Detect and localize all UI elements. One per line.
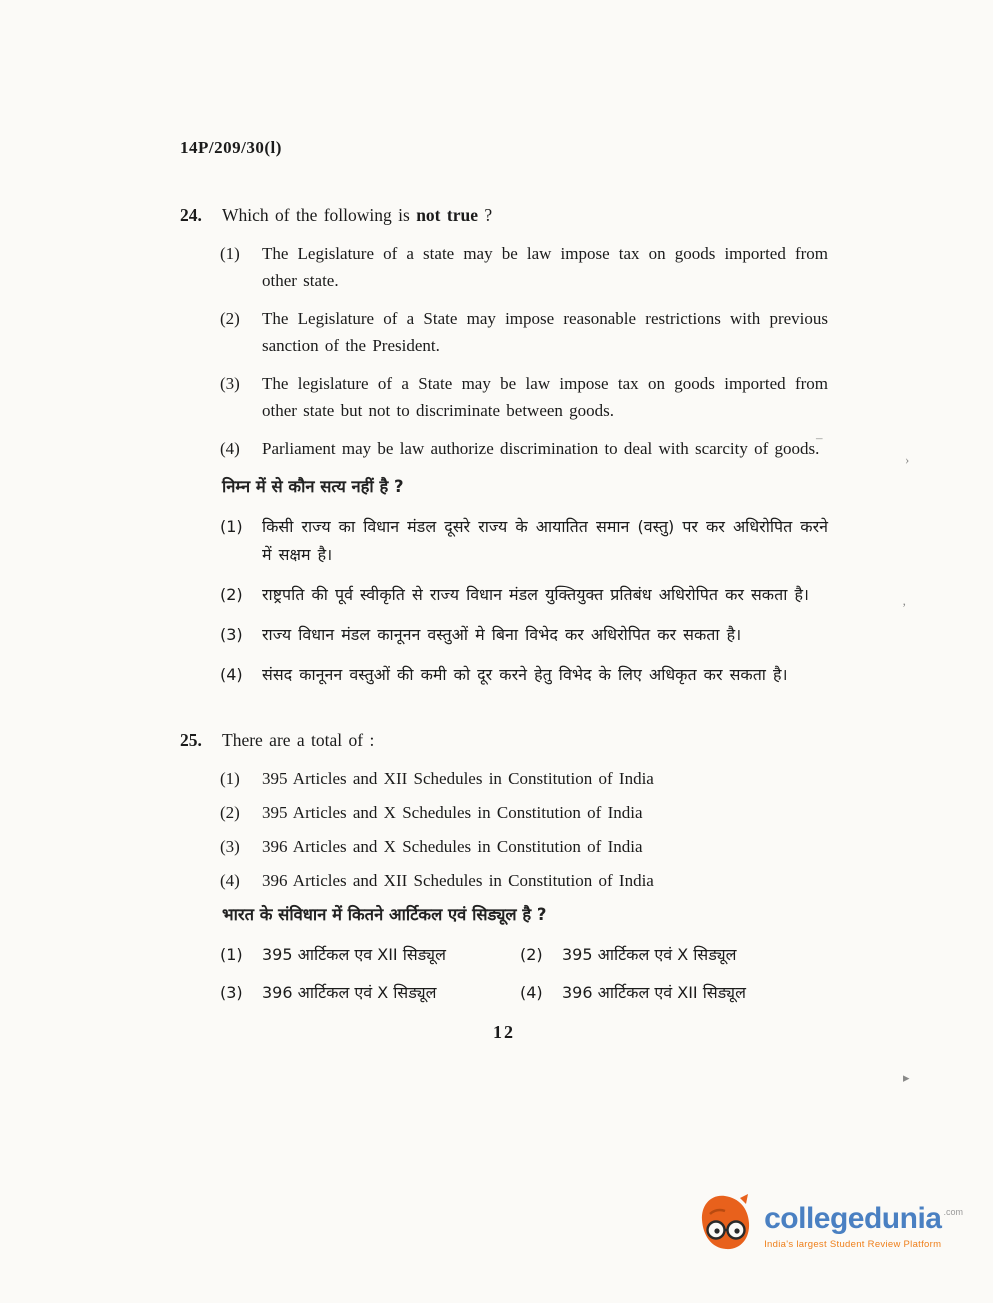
option-row bbox=[220, 833, 828, 860]
question-text: There are a total of : bbox=[222, 730, 375, 750]
option-label: (3) bbox=[220, 837, 240, 856]
question-24-options-hindi bbox=[180, 513, 828, 689]
page-content bbox=[180, 138, 828, 1017]
option-row bbox=[220, 867, 828, 894]
option-text: 396 आर्टिकल एवं XII सिड्यूल bbox=[562, 983, 746, 1002]
option-label: (3) bbox=[220, 625, 243, 644]
option-label: (4) bbox=[220, 439, 240, 458]
option-row bbox=[220, 799, 828, 826]
option-row bbox=[220, 305, 828, 359]
option-text: 396 Articles and XII Schedules in Constitution of India bbox=[262, 871, 654, 890]
question-text-suffix: ? bbox=[477, 205, 493, 225]
collegedunia-logo bbox=[696, 1192, 963, 1259]
scan-artifact: ▸ bbox=[903, 1070, 910, 1085]
option-row bbox=[220, 581, 828, 609]
question-text bbox=[222, 202, 492, 228]
question-25-stem bbox=[180, 727, 828, 753]
option-row bbox=[220, 435, 828, 462]
option-text: 396 आर्टिकल एवं X सिड्यूल bbox=[262, 983, 437, 1002]
collegedunia-wordmark: collegedunia bbox=[764, 1201, 942, 1235]
option-row-pair bbox=[220, 941, 828, 969]
question-24 bbox=[180, 202, 828, 689]
question-number: 24. bbox=[180, 205, 202, 225]
option-row bbox=[220, 240, 828, 294]
collegedunia-mascot-icon bbox=[696, 1192, 754, 1259]
scan-artifact: ’ bbox=[902, 600, 907, 615]
option-label: (3) bbox=[220, 374, 240, 393]
question-24-stem bbox=[180, 202, 828, 228]
option-row bbox=[220, 661, 828, 689]
option-label: (1) bbox=[220, 945, 243, 964]
option-label: (2) bbox=[220, 585, 243, 604]
option-text: 395 आर्टिकल एव XII सिड्यूल bbox=[262, 945, 446, 964]
option-label: (1) bbox=[220, 517, 243, 536]
option-text: 395 Articles and XII Schedules in Constitution of India bbox=[262, 769, 654, 788]
question-24-stem-hindi: निम्न में से कौन सत्य नहीं है ? bbox=[222, 477, 404, 496]
question-text-prefix: Which of the following is bbox=[222, 205, 417, 225]
page-number: 12 bbox=[493, 1022, 515, 1042]
option-label: (1) bbox=[220, 769, 240, 788]
collegedunia-tagline: India's largest Student Review Platform bbox=[764, 1238, 942, 1250]
collegedunia-domain-suffix: .com bbox=[943, 1206, 963, 1217]
option-text: राष्ट्रपति की पूर्व स्वीकृति से राज्य विधान मंडल युक्तियुक्त प्रतिबंध अधिरोपित कर सकता है। bbox=[262, 585, 809, 604]
question-25-stem-hindi: भारत के संविधान में कितने आर्टिकल एवं सिड्यूल है ? bbox=[222, 905, 547, 924]
option-row bbox=[220, 513, 828, 569]
paper-code: 14P/209/30(l) bbox=[180, 138, 282, 157]
option-text: The Legislature of a state may be law impose tax on goods imported from other state. bbox=[262, 244, 828, 290]
scan-artifact: › bbox=[905, 452, 910, 467]
scan-artifact: – bbox=[816, 430, 823, 445]
option-row bbox=[220, 621, 828, 649]
question-24-options-english bbox=[180, 240, 828, 462]
question-spacer bbox=[180, 701, 828, 727]
question-25-options-hindi bbox=[180, 941, 828, 1007]
option-text: संसद कानूनन वस्तुओं की कमी को दूर करने हेतु विभेद के लिए अधिकृत कर सकता है। bbox=[262, 665, 788, 684]
collegedunia-logo-text bbox=[764, 1202, 963, 1250]
option-label: (3) bbox=[220, 983, 243, 1002]
option-label: (2) bbox=[220, 803, 240, 822]
option-text: The Legislature of a State may impose reasonable restrictions with previous sanction of the President. bbox=[262, 309, 828, 355]
question-number: 25. bbox=[180, 730, 202, 750]
question-25 bbox=[180, 727, 828, 1007]
option-row bbox=[220, 765, 828, 792]
question-text-emphasis: not true bbox=[416, 205, 478, 225]
option-row bbox=[220, 370, 828, 424]
option-label: (1) bbox=[220, 244, 240, 263]
option-text: राज्य विधान मंडल कानूनन वस्तुओं मे बिना विभेद कर अधिरोपित कर सकता है। bbox=[262, 625, 742, 644]
option-label: (2) bbox=[220, 309, 240, 328]
option-text: 396 Articles and X Schedules in Constitution of India bbox=[262, 837, 643, 856]
option-text: Parliament may be law authorize discrimination to deal with scarcity of goods. bbox=[262, 439, 820, 458]
option-row-pair bbox=[220, 979, 828, 1007]
option-text: 395 आर्टिकल एवं X सिड्यूल bbox=[562, 945, 737, 964]
option-text: The legislature of a State may be law impose tax on goods imported from other state but not to discriminate between goods. bbox=[262, 374, 828, 420]
option-label: (2) bbox=[520, 945, 543, 964]
option-text: 395 Articles and X Schedules in Constitution of India bbox=[262, 803, 643, 822]
option-label: (4) bbox=[520, 983, 543, 1002]
option-label: (4) bbox=[220, 871, 240, 890]
question-25-options-english bbox=[180, 765, 828, 894]
option-label: (4) bbox=[220, 665, 243, 684]
option-text: किसी राज्य का विधान मंडल दूसरे राज्य के आयातित समान (वस्तु) पर कर अधिरोपित करने में सक्षम है। bbox=[262, 517, 828, 564]
